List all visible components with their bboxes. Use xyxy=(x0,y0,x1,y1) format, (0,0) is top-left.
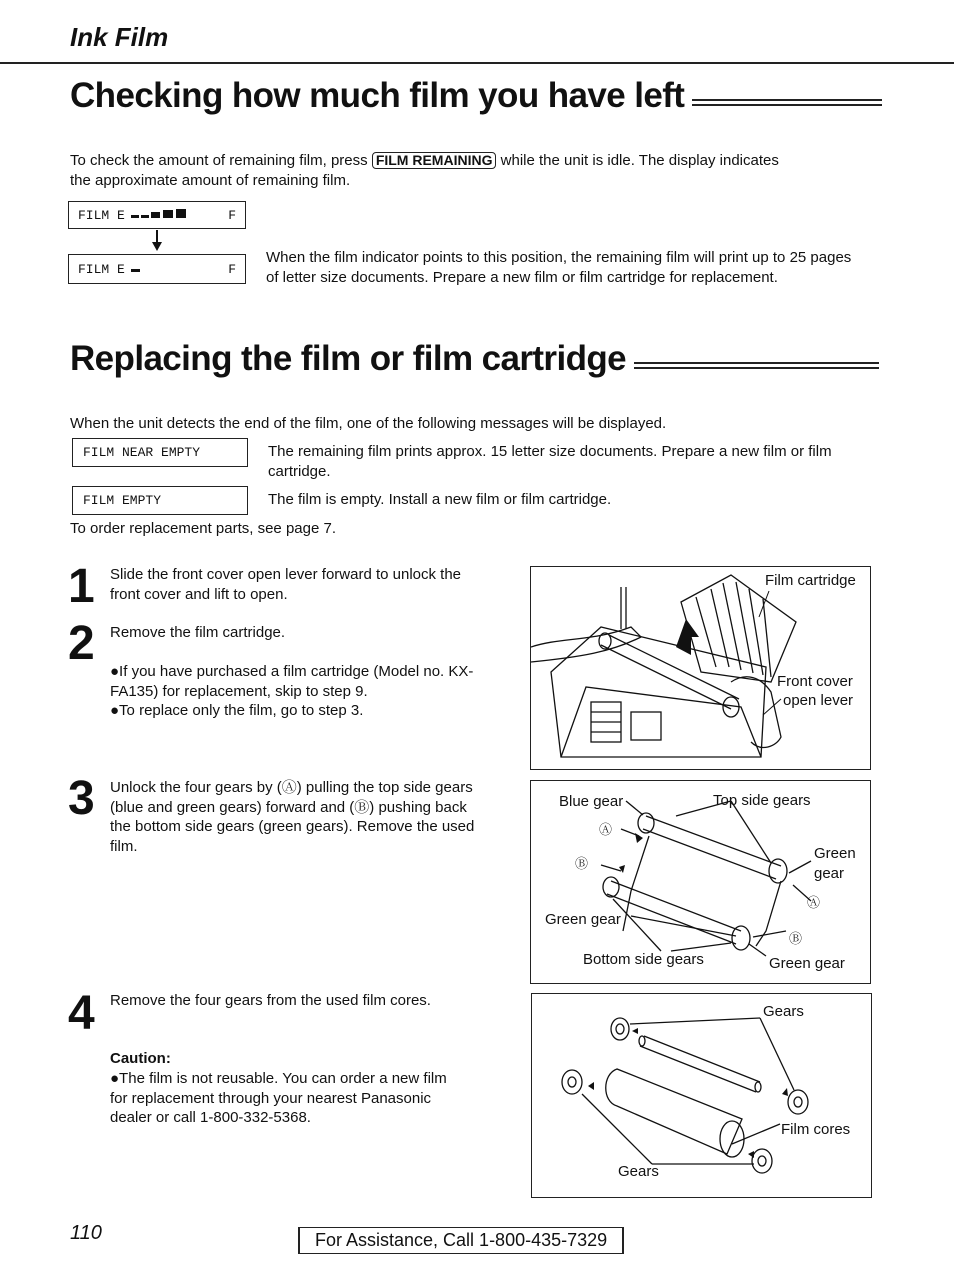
film-level-bar-low xyxy=(131,263,145,275)
heading-rule xyxy=(634,362,879,369)
label-film-cores: Film cores xyxy=(781,1121,851,1138)
label-green-1: Green xyxy=(814,845,856,862)
display-empty: FILM EMPTY xyxy=(72,486,248,515)
display-full: FILM E F xyxy=(68,201,246,229)
step-text: Remove the film cartridge. xyxy=(110,624,286,641)
replacing-intro: When the unit detects the end of the film, one of the following messages will be displayed. xyxy=(70,415,667,432)
arrow-down-icon xyxy=(150,230,164,252)
label-green-gear-bottom: Green gear xyxy=(769,955,845,972)
replacing-title: Replacing the film or film cartridge xyxy=(70,339,627,378)
display-low: FILM E F xyxy=(68,254,246,284)
checking-intro: To check the amount of remaining film, press FILM REMAINING while the unit is idle. The display indicates the approximate amount of remaining film. xyxy=(70,152,779,189)
heading-rule xyxy=(692,99,882,106)
step-number: 2 xyxy=(68,617,95,670)
film-level-bar xyxy=(131,209,201,221)
replacing-heading xyxy=(70,339,879,379)
checking-title: Checking how much film you have left xyxy=(70,76,685,115)
step-text: Unlock the four gears by (Ⓐ) pulling the top side gears (blue and green gears) forward and (Ⓑ) pushing back the bottom side gears (green gears). Remove the used film. xyxy=(110,779,475,855)
near-empty-text: The remaining film prints approx. 15 letter size documents. Prepare a new film or film cartridge. xyxy=(268,443,832,480)
step-bullet: ●To replace only the film, go to step 3. xyxy=(110,702,364,719)
mark-a: Ⓐ xyxy=(599,822,613,837)
label-blue-gear: Blue gear xyxy=(559,793,624,810)
step-text: Slide the front cover open lever forward to unlock the front cover and lift to open. xyxy=(110,566,462,603)
figure-film-cartridge xyxy=(530,566,871,770)
step-number: 1 xyxy=(68,560,95,613)
label-gear-1: gear xyxy=(814,865,845,882)
label-gears-bottom: Gears xyxy=(618,1163,659,1180)
label-green-gear-left: Green gear xyxy=(545,911,621,928)
checking-heading xyxy=(70,76,882,116)
film-cores-illustration xyxy=(532,994,872,1198)
label-top-side-gears: Top side gears xyxy=(713,792,811,809)
caution-title: Caution: xyxy=(110,1050,171,1067)
label-open-lever: open lever xyxy=(783,692,854,709)
caution-text: ●The film is not reusable. You can order a new film for replacement through your nearest Panasonic dealer or call 1-800-332-5368. xyxy=(110,1070,447,1126)
fax-machine-illustration xyxy=(531,567,871,770)
header-rule xyxy=(0,62,954,64)
step-number: 3 xyxy=(68,772,95,825)
step-bullet: ●If you have purchased a film cartridge (Model no. KX-FA135) for replacement, skip to step 9. xyxy=(110,663,474,700)
page-number: 110 xyxy=(70,1222,102,1244)
order-note: To order replacement parts, see page 7. xyxy=(70,520,336,537)
label-gears-top: Gears xyxy=(763,1003,804,1020)
figure-gears-removed xyxy=(531,993,872,1198)
empty-text: The film is empty. Install a new film or film cartridge. xyxy=(268,491,612,508)
mark-b: Ⓑ xyxy=(789,931,803,946)
label-bottom-side-gears: Bottom side gears xyxy=(583,951,704,968)
section-label: Ink Film xyxy=(70,22,169,52)
mark-b: Ⓑ xyxy=(575,856,589,871)
figure-gears-unlock xyxy=(530,780,871,984)
film-remaining-key: FILM REMAINING xyxy=(372,152,497,169)
step-text: Remove the four gears from the used film cores. xyxy=(110,992,431,1009)
step-number: 4 xyxy=(68,987,95,1040)
mark-a: Ⓐ xyxy=(807,895,821,910)
label-film-cartridge: Film cartridge xyxy=(765,572,856,589)
display-near-empty: FILM NEAR EMPTY xyxy=(72,438,248,467)
label-front-cover: Front cover xyxy=(777,673,853,690)
low-note: When the film indicator points to this position, the remaining film will print up to 25 pages of letter size documents. Prepare a new film or film cartridge for replacement. xyxy=(266,249,852,286)
assistance-box: For Assistance, Call 1-800-435-7329 xyxy=(298,1227,624,1254)
